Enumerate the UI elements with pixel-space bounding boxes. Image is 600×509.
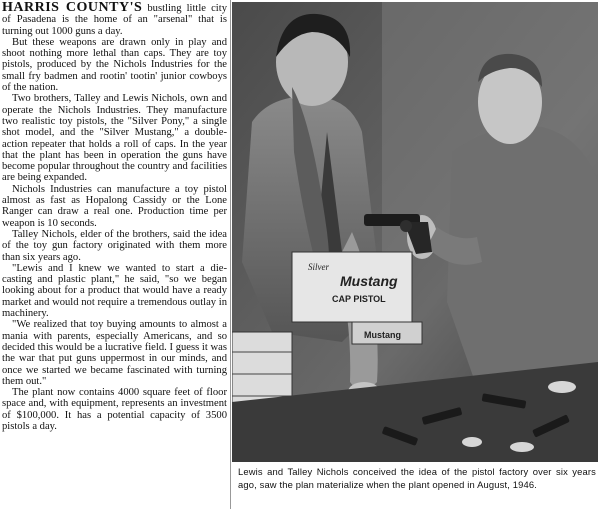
- box-label-product: CAP PISTOL: [332, 294, 386, 304]
- scattered-part-3: [510, 442, 534, 452]
- article-paragraph-1: [2, 2, 227, 37]
- pistol-cylinder: [400, 220, 412, 232]
- article-paragraph-7: "We realized that toy buying amounts to almost a mania with parents, especially Americans, and so decided this would be a lucrative field. I guess it was the war that put guns uppermost in our minds, and once we started we became fascinated with turning them out.": [2, 319, 227, 387]
- article-paragraph-6: "Lewis and I knew we wanted to start a die-casting and plastic plant," he said, "so we began looking about for a product that would have a ready market and would not require a tremendous outlay in machinery.: [2, 262, 227, 320]
- photo-illustration: [232, 2, 598, 462]
- news-photo: [232, 2, 598, 462]
- column-divider: [230, 0, 231, 509]
- article-lead-caps: HARRIS COUNTY'S: [2, 2, 143, 15]
- box-label-side: Mustang: [364, 330, 401, 340]
- article-column: [2, 2, 227, 507]
- box-label-brand: Mustang: [340, 273, 398, 289]
- article-lead-text: bustling little city of Pasadena is the home of an "arsenal" that is turning out 1000 guns a day.: [2, 3, 227, 37]
- photo-caption: Lewis and Talley Nichols conceived the idea of the pistol factory over six years ago, saw the plan materialize when the plant opened in August, 1946.: [238, 466, 596, 490]
- scattered-part-2: [462, 437, 482, 447]
- article-paragraph-4: Nichols Industries can manufacture a toy pistol almost as fast as Hopalong Cassidy or the Lone Ranger can draw a real one. Production time per weapon is 10 seconds.: [2, 183, 227, 229]
- article-paragraph-2: But these weapons are drawn only in play and shoot nothing more lethal than caps. They are toy pistols, produced by the Nichols Industries for the small fry badmen and rootin' tootin' junior cowboys of the nation.: [2, 36, 227, 94]
- article-paragraph-3: Two brothers, Talley and Lewis Nichols, own and operate the Nichols Industries. They manufacture two realistic toy pistols, the "Silver Pony," a single shot model, and the "Silver Mustang," a double-action repeater that holds a roll of caps. In the year that the plant has been in operation the guns have become popular throughout the country and facilities are being expanded.: [2, 93, 227, 184]
- article-paragraph-5: Talley Nichols, elder of the brothers, said the idea of the toy gun factory originated with them more than six years ago.: [2, 228, 227, 263]
- article-paragraph-8: The plant now contains 4000 square feet of floor space and, with equipment, represents an investment of $100,000. It has a potential capacity of 3500 pistols a day.: [2, 387, 227, 432]
- box-label-top: Silver: [308, 262, 329, 272]
- scattered-part-1: [548, 381, 576, 393]
